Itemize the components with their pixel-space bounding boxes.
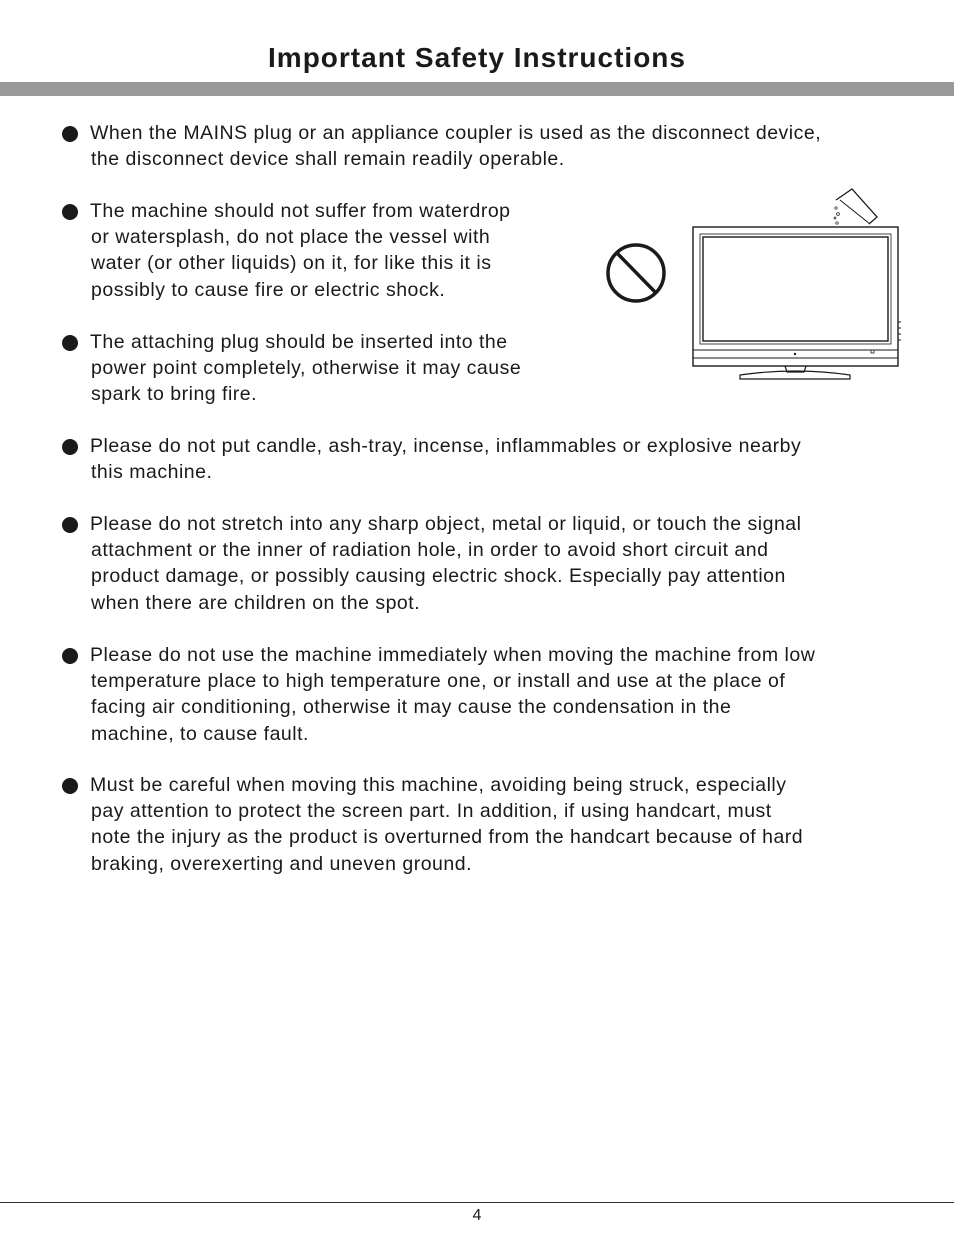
bullet-icon [62, 126, 78, 142]
instruction-line: When the MAINS plug or an appliance coupler is used as the disconnect device, [90, 122, 822, 144]
footer-divider [0, 1202, 954, 1203]
instruction-line: Please do not use the machine immediately when moving the machine from low [90, 644, 816, 666]
instruction-item-sharp-object [62, 511, 801, 616]
instruction-line: The machine should not suffer from waterdrop [90, 200, 511, 222]
safety-illustration [600, 182, 905, 387]
instruction-line: spark to bring fire. [91, 383, 258, 406]
bullet-icon [62, 648, 78, 664]
instruction-line: power point completely, otherwise it may cause [91, 357, 522, 380]
instruction-line: possibly to cause fire or electric shock. [91, 278, 446, 301]
bullet-icon [62, 335, 78, 351]
bullet-icon [62, 204, 78, 220]
instruction-item-attaching-plug [62, 329, 521, 408]
instruction-line: Must be careful when moving this machine, avoiding being struck, especially [90, 774, 787, 796]
instruction-line: this machine. [91, 461, 213, 484]
instruction-line: The attaching plug should be inserted into the [90, 331, 508, 353]
tv-with-liquid-vessel-icon [693, 189, 901, 379]
instruction-line: Please do not put candle, ash-tray, incense, inflammables or explosive nearby [90, 435, 802, 457]
instruction-line: facing air conditioning, otherwise it may cause the condensation in the [91, 696, 732, 719]
bullet-icon [62, 517, 78, 533]
page-number: 4 [472, 1207, 482, 1224]
instruction-line: when there are children on the spot. [91, 591, 421, 614]
instruction-line: product damage, or possibly causing electric shock. Especially pay attention [91, 565, 786, 588]
instruction-line: braking, overexerting and uneven ground. [91, 852, 472, 875]
title-divider-bar [0, 82, 954, 96]
bullet-icon [62, 439, 78, 455]
instruction-line: the disconnect device shall remain readily operable. [91, 148, 565, 171]
instruction-line: note the injury as the product is overturned from the handcart because of hard [91, 826, 804, 849]
instruction-item-candle [62, 433, 801, 485]
instruction-line: water (or other liquids) on it, for like this it is [91, 252, 492, 275]
instruction-line: attachment or the inner of radiation hole, in order to avoid short circuit and [91, 539, 769, 562]
instruction-item-temperature [62, 642, 815, 747]
instruction-line: Please do not stretch into any sharp object, metal or liquid, or touch the signal [90, 513, 802, 535]
safety-illustration-graphic [600, 182, 905, 387]
instruction-line: temperature place to high temperature one, or install and use at the place of [91, 670, 786, 693]
instruction-line: pay attention to protect the screen part. In addition, if using handcart, must [91, 800, 772, 823]
instruction-line: or watersplash, do not place the vessel with [91, 226, 491, 249]
instruction-item-disconnect-device [62, 120, 821, 172]
instruction-item-waterdrop [62, 198, 511, 303]
no-symbol-icon [608, 245, 664, 301]
page-title: Important Safety Instructions [268, 42, 686, 73]
instruction-line: machine, to cause fault. [91, 722, 309, 745]
instruction-item-moving [62, 772, 803, 877]
bullet-icon [62, 778, 78, 794]
